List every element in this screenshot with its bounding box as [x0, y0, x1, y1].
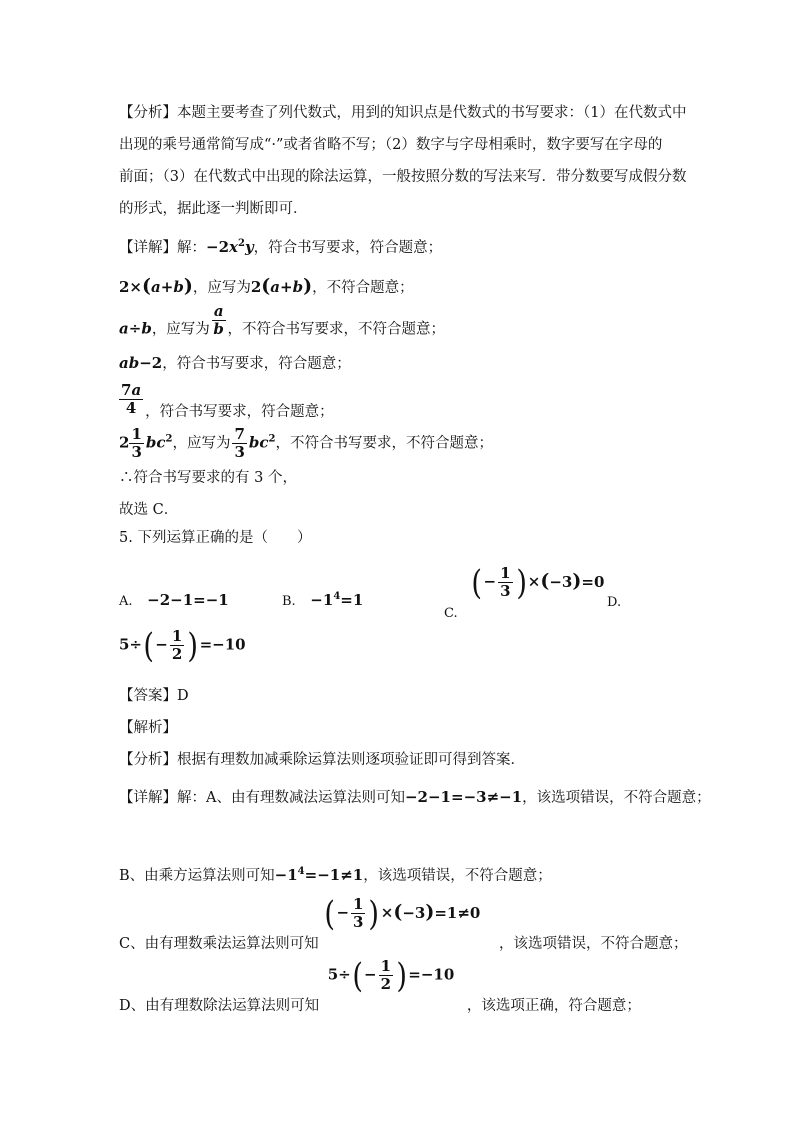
detail-e1-text: ，符合书写要求，符合题意； — [253, 240, 443, 256]
detail-line-3: a÷b，应写为 $\frac{a}{b}$ ，不符合书写要求，不符合题意； — [119, 302, 446, 338]
parse-label: 【解析】 — [119, 720, 177, 736]
detail-conclusion: ∴符合书写要求的有 3 个， — [119, 470, 297, 486]
detail-e4-text: ，符合书写要求，符合题意； — [162, 356, 351, 372]
detail-e2-mid: ，应写为 — [192, 280, 251, 296]
option-d: D. — [607, 595, 622, 610]
detail-e6-text: ，不符合书写要求，不符合题意； — [275, 435, 493, 452]
expr-mixed-2-1-3-bc2: 2 — [119, 433, 130, 452]
expr-2-times-a-plus-b: 2×(a+b) — [119, 275, 193, 297]
detail-line-2 — [119, 276, 414, 298]
option-b-expr: $-1^4=1$ — [310, 591, 364, 609]
option-c: C. (− $\frac{1}{3}$ )×(−3)=0 — [444, 562, 605, 621]
analysis-line-1: 【分析】本题主要考查了列代数式，用到的知识点是代数式的书写要求：（1）在代数式中 — [119, 105, 687, 121]
detail-label: 【详解】解： — [119, 240, 206, 256]
analysis-2: 【分析】根据有理数加减乘除运算法则逐项验证即可得到答案． — [119, 752, 525, 768]
option-a: A. −2−1=−1 — [119, 591, 229, 609]
detail2-a-expr: −2−1=−3≠−1 — [404, 788, 523, 806]
detail-line-5 — [119, 381, 334, 420]
fraction-7-over-3: $\frac{7}{3}$ — [234, 425, 245, 461]
analysis-line-2: 出现的乘号通常简写成“·”或者省略不写；（2）数字与字母相乘时，数字要写在字母的 — [119, 137, 663, 153]
detail-line-6: 2 $\frac{1}{3}$ $bc^2$，应写为 $\frac{7}{3}$ $bc^2$，不符合书写要求，不符合题意； — [119, 425, 493, 461]
option-d-expr: 5÷(− $\frac{1}{2}$ )=−10 — [119, 625, 246, 666]
detail-e6-mid: ，应写为 — [172, 435, 231, 452]
answer: 【答案】D — [119, 688, 189, 704]
question-5-stem: 5. 下列运算正确的是（ ） — [119, 530, 312, 546]
detail2-c-expr: (− $\frac{1}{3}$ )×(−3)=1≠0 — [324, 893, 481, 934]
detail2-c: C、由有理数乘法运算法则可知 (− $\frac{1}{3}$ )×(−3)=1≠0 ，该选项错误，不符合题意； — [119, 893, 688, 952]
expr-a-div-b: a — [119, 319, 129, 338]
detail2-a: 【详解】解：A、由有理数减法运算法则可知−2−1=−3≠−1，该选项错误，不符合题意； — [119, 788, 711, 806]
detail2-b: B、由乘方运算法则可知$-1^4=-1\ne 1$，该选项错误，不符合题意； — [119, 866, 552, 884]
detail-e5-text: ，符合书写要求，符合题意； — [145, 403, 334, 420]
detail-choice: 故选 C． — [119, 502, 179, 518]
expr-ab-minus-2: ab — [119, 354, 140, 372]
detail2-b-expr: $-1^4=-1\ne 1$ — [274, 866, 364, 884]
detail2-d-expr: 5÷(− $\frac{1}{2}$ )=−10 — [327, 955, 455, 996]
detail-line-1 — [119, 234, 442, 258]
option-c-expr: (− $\frac{1}{3}$ )×(−3)=0 — [471, 562, 605, 603]
detail-e3-mid: ，应写为 — [151, 321, 210, 338]
detail-e2-text: ，不符合题意； — [312, 280, 414, 296]
expr-2-a-plus-b: 2(a+b) — [250, 275, 313, 297]
detail-line-4: ab−2，符合书写要求，符合题意； — [119, 354, 351, 372]
fraction-a-over-b: $\frac{a}{b}$ — [213, 302, 224, 338]
analysis-line-3: 前面；（3）在代数式中出现的除法运算，一般按照分数的写法来写．带分数要写成假分数 — [119, 169, 687, 185]
detail-e3-text: ，不符合书写要求，不符合题意； — [227, 321, 446, 338]
analysis-line-4: 的形式，据此逐一判断即可． — [119, 201, 308, 217]
option-a-expr: −2−1=−1 — [147, 591, 229, 609]
fraction-7a-over-4: $\frac{7a}{4}$ — [121, 381, 142, 417]
option-b: B. $-1^4=1$ — [282, 591, 364, 609]
expr-neg2x2y: $-2x^2y$ — [206, 238, 254, 256]
detail2-d: D、由有理数除法运算法则可知 5÷(− $\frac{1}{2}$ )=−10 ，该选项正确，符合题意； — [119, 955, 641, 1014]
